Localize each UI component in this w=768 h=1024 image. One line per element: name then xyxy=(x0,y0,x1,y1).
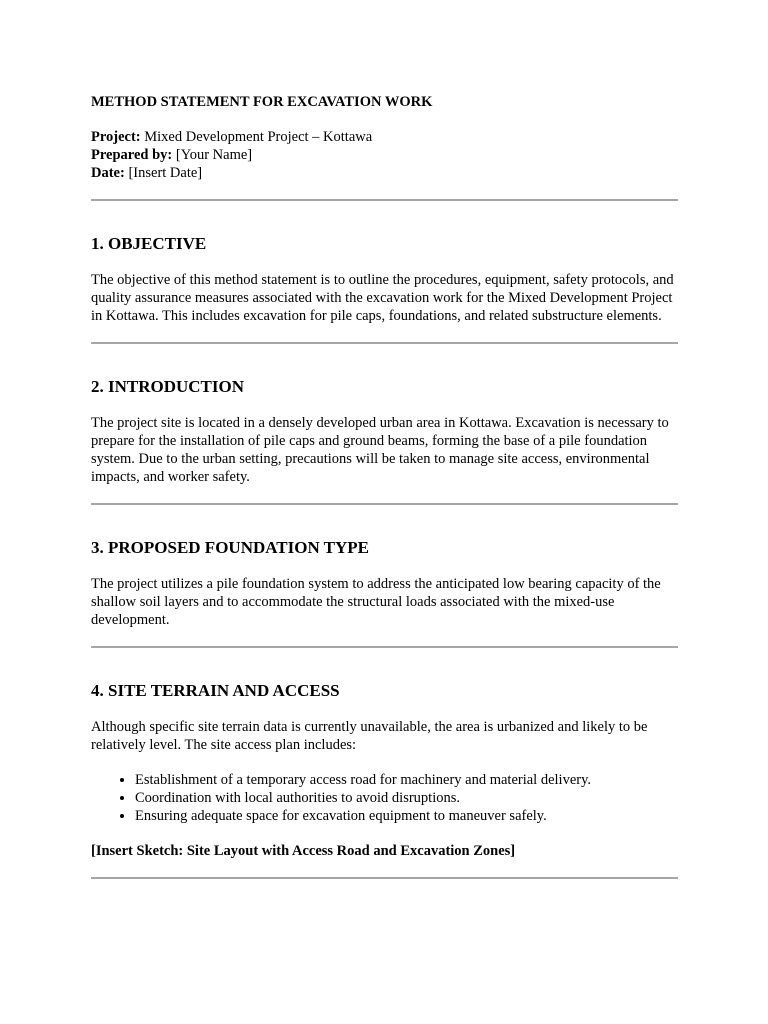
document-title: METHOD STATEMENT FOR EXCAVATION WORK xyxy=(91,94,433,110)
section-body-foundation-type: The project utilizes a pile foundation system to address the anticipated low bearing capacity of the shallow soil layers and to accommodate the structural loads associated with the mixed-use development. xyxy=(91,576,661,628)
meta-date-value: [Insert Date] xyxy=(128,165,203,181)
meta-date xyxy=(91,164,678,182)
divider xyxy=(91,342,678,344)
sketch-placeholder-note: [Insert Sketch: Site Layout with Access Road and Excavation Zones] xyxy=(91,843,516,859)
meta-project-label: Project: xyxy=(91,129,141,145)
divider xyxy=(91,199,678,201)
site-access-list xyxy=(91,771,678,825)
section-heading-objective: 1. OBJECTIVE xyxy=(91,234,207,253)
meta-project xyxy=(91,128,678,146)
document-page xyxy=(91,93,678,879)
meta-prepared-by-label: Prepared by: xyxy=(91,147,173,163)
list-item: • Establishment of a temporary access road for machinery and material delivery. xyxy=(135,771,678,789)
meta-prepared-by xyxy=(91,146,678,164)
divider xyxy=(91,503,678,505)
meta-date-label: Date: xyxy=(91,165,125,181)
divider xyxy=(91,877,678,879)
section-body-introduction: The project site is located in a densely developed urban area in Kottawa. Excavation is necessary to prepare for the installation of pile caps and ground beams, forming the base of a pile foundation system. Due to the urban setting, precautions will be taken to manage site access, environmental impacts, and worker safety. xyxy=(91,415,669,485)
section-heading-introduction: 2. INTRODUCTION xyxy=(91,377,245,396)
section-body-site-terrain: Although specific site terrain data is currently unavailable, the area is urbanized and likely to be relatively level. The site access plan includes: xyxy=(91,719,648,753)
list-item: • Ensuring adequate space for excavation equipment to maneuver safely. xyxy=(135,807,678,825)
meta-prepared-by-value: [Your Name] xyxy=(175,147,253,163)
list-item: • Coordination with local authorities to avoid disruptions. xyxy=(135,789,678,807)
section-heading-site-terrain: 4. SITE TERRAIN AND ACCESS xyxy=(91,681,340,700)
section-heading-foundation-type: 3. PROPOSED FOUNDATION TYPE xyxy=(91,538,370,557)
document-meta xyxy=(91,128,678,182)
meta-project-value: Mixed Development Project – Kottawa xyxy=(144,129,373,145)
divider xyxy=(91,646,678,648)
section-body-objective: The objective of this method statement is to outline the procedures, equipment, safety protocols, and quality assurance measures associated with the excavation work for the Mixed Development Project in Kottawa. This includes excavation for pile caps, foundations, and related substructure elements. xyxy=(91,272,674,324)
